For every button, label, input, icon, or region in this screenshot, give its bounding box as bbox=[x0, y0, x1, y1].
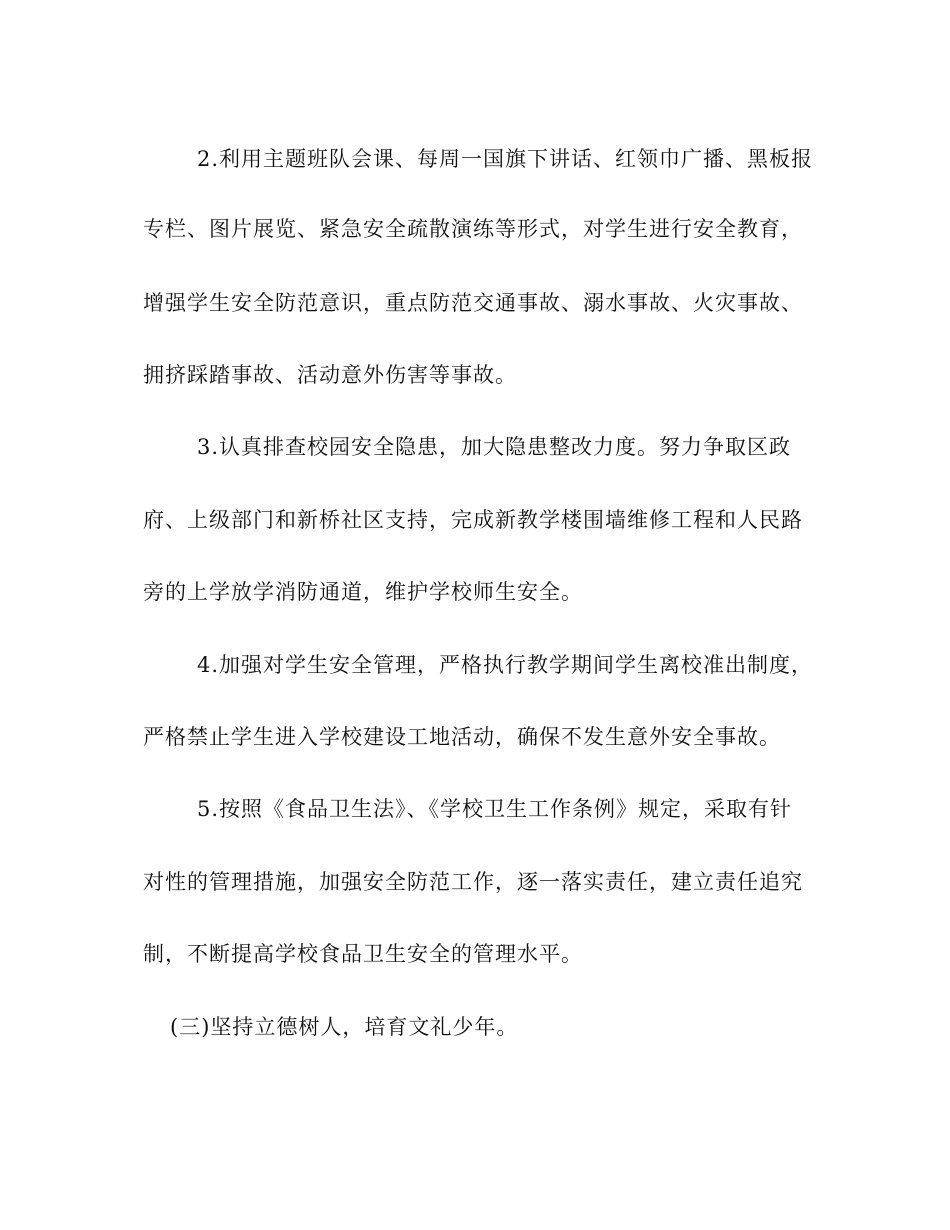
section-3-heading: (三)坚持立德树人，培育文礼少年。 bbox=[170, 1015, 519, 1039]
paragraph-2-line-4: 拥挤踩踏事故、活动意外伤害等事故。 bbox=[143, 363, 517, 387]
paragraph-3-line-2: 府、上级部门和新桥社区支持，完成新教学楼围墙维修工程和人民路 bbox=[143, 508, 803, 532]
paragraph-5-line-3: 制，不断提高学校食品卫生安全的管理水平。 bbox=[143, 942, 583, 966]
paragraph-3-line-1: 3.认真排查校园安全隐患，加大隐患整改力度。努力争取区政 bbox=[197, 435, 792, 459]
paragraph-4-line-1: 4.加强对学生安全管理，严格执行教学期间学生离校准出制度， bbox=[197, 653, 814, 677]
paragraph-2-line-3: 增强学生安全防范意识，重点防范交通事故、溺水事故、火灾事故、 bbox=[143, 291, 803, 315]
paragraph-4-line-2: 严格禁止学生进入学校建设工地活动，确保不发生意外安全事故。 bbox=[143, 725, 781, 749]
paragraph-5-line-2: 对性的管理措施，加强安全防范工作，逐一落实责任，建立责任追究 bbox=[143, 870, 803, 894]
paragraph-3-line-3: 旁的上学放学消防通道，维护学校师生安全。 bbox=[143, 580, 583, 604]
paragraph-2-line-1: 2.利用主题班队会课、每周一国旗下讲话、红领巾广播、黑板报 bbox=[197, 147, 814, 171]
paragraph-5-line-1: 5.按照《食品卫生法》、《学校卫生工作条例》规定，采取有针 bbox=[197, 797, 793, 821]
paragraph-2-line-2: 专栏、图片展览、紧急安全疏散演练等形式，对学生进行安全教育， bbox=[143, 217, 803, 241]
